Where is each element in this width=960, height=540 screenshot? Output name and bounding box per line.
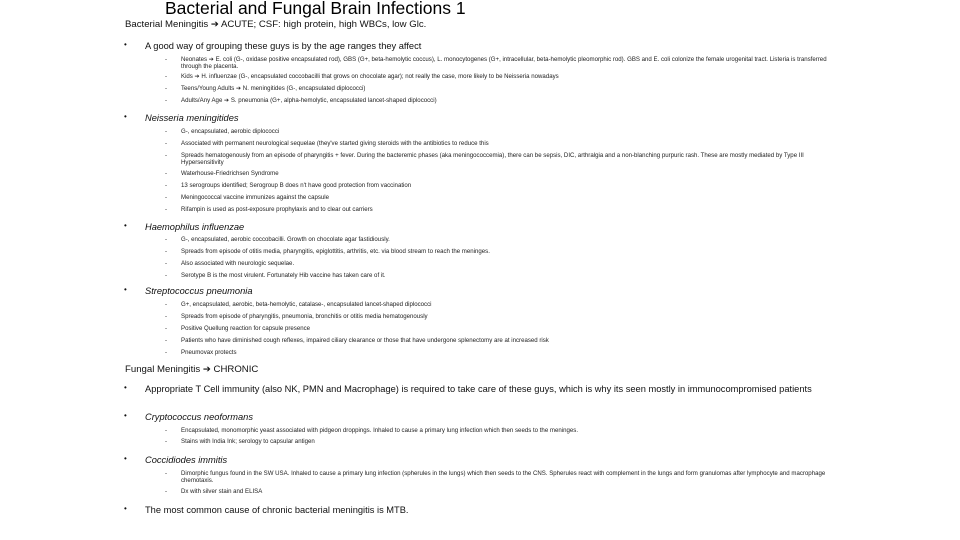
dash-icon: - xyxy=(165,206,168,213)
sub-bullet-text: Spreads hematogenously from an episode of pharyngitis + fever. During the bacteremic phases (aka meningococcemia), there can be sepsis, DIC, arthralgia and a non-blanching purpuric rash. These are mostly mediated by Type III Hypersensitivity xyxy=(181,152,804,166)
sub-bullet-text: Kids ➔ H. influenzae (G-, encapsulated coccobacilli that grows on chocolate agar); not really the case, more likely to be Neisseria nowadays xyxy=(181,73,559,80)
sub-bullet-text: Associated with permanent neurological sequelae (they've started giving steroids with the antibiotics to reduce this xyxy=(181,140,489,147)
sub-bullet-text: 13 serogroups identified; Serogroup B does n't have good protection from vaccination xyxy=(181,182,412,189)
dash-icon: - xyxy=(165,313,168,320)
dash-icon: - xyxy=(165,438,168,445)
bullet-label: The most common cause of chronic bacterial meningitis is MTB. xyxy=(145,505,409,515)
bullet-icon: • xyxy=(124,40,127,49)
bullet-icon: • xyxy=(124,504,127,513)
dash-icon: - xyxy=(165,128,168,135)
bullet-label: Coccidiodes immitis xyxy=(145,455,228,465)
sub-bullet-text: Waterhouse-Friedrichsen Syndrome xyxy=(181,170,279,177)
bullet-label: Appropriate T Cell immunity (also NK, PMN and Macrophage) is required to take care of these guys, which is why its seen mostly in immunocompromised patients xyxy=(145,384,812,394)
sub-bullet-text: G-, encapsulated, aerobic diplococci xyxy=(181,128,280,135)
dash-icon: - xyxy=(165,272,168,279)
dash-icon: - xyxy=(165,194,168,201)
sub-bullet-text: Encapsulated, monomorphic yeast associated with pidgeon droppings. Inhaled to cause a primary lung infection which then seeds to the meninges. xyxy=(181,427,579,434)
acute-heading: Bacterial Meningitis ➔ ACUTE; CSF: high protein, high WBCs, low Glc. xyxy=(125,19,427,30)
sub-bullet-text: Teens/Young Adults ➔ N. meningitides (G-, encapsulated diplococci) xyxy=(181,85,366,92)
dash-icon: - xyxy=(165,325,168,332)
dash-icon: - xyxy=(165,337,168,344)
sub-bullet-text: Neonates ➔ E. coli (G-, oxidase positive encapsulated rod), GBS (G+, beta-hemolytic coccus), L. monocytogenes (G+, intracellular, beta-hemolytic pleomorphic rod). GBS and E. coli colonize the female urogenital tract. Listeria is transferred through the placenta. xyxy=(181,56,827,70)
sub-bullet-text: Adults/Any Age ➔ S. pneumonia (G+, alpha-hemolytic, encapsulated lancet-shaped diplococci) xyxy=(181,97,437,104)
sub-bullet-text: Pneumovax protects xyxy=(181,349,237,356)
dash-icon: - xyxy=(165,152,168,159)
sub-bullet-text: Meningococcal vaccine immunizes against the capsule xyxy=(181,194,330,201)
bullet-label: A good way of grouping these guys is by the age ranges they affect xyxy=(145,41,422,51)
dash-icon: - xyxy=(165,56,168,63)
dash-icon: - xyxy=(165,260,168,267)
dash-icon: - xyxy=(165,170,168,177)
sub-bullet-text: G+, encapsulated, aerobic, beta-hemolytic, catalase-, encapsulated lancet-shaped diplococci xyxy=(181,301,432,308)
slide-title: Bacterial and Fungal Brain Infections 1 xyxy=(165,0,466,18)
bullet-icon: • xyxy=(124,112,127,121)
bullet-icon: • xyxy=(124,221,127,230)
dash-icon: - xyxy=(165,73,168,80)
sub-bullet-text: Spreads from episode of pharyngitis, pneumonia, bronchitis or otitis media hematogenously xyxy=(181,313,428,320)
dash-icon: - xyxy=(165,470,168,477)
sub-bullet-text: Spreads from episode of otitis media, pharyngitis, epiglottitis, arthritis, etc. via blood stream to reach the meninges. xyxy=(181,248,490,255)
dash-icon: - xyxy=(165,301,168,308)
dash-icon: - xyxy=(165,97,168,104)
dash-icon: - xyxy=(165,488,168,495)
dash-icon: - xyxy=(165,182,168,189)
bullet-icon: • xyxy=(124,411,127,420)
sub-bullet-text: Patients who have diminished cough reflexes, impaired ciliary clearance or those that have undergone splenectomy are at increased risk xyxy=(181,337,549,344)
bullet-label: Haemophilus influenzae xyxy=(145,222,245,232)
sub-bullet-text: Stains with India Ink; serology to capsular antigen xyxy=(181,438,315,445)
dash-icon: - xyxy=(165,85,168,92)
bullet-label: Streptococcus pneumonia xyxy=(145,286,253,296)
bullet-icon: • xyxy=(124,454,127,463)
sub-bullet-text: Positive Quellung reaction for capsule presence xyxy=(181,325,311,332)
bullet-label: Cryptococcus neoformans xyxy=(145,412,253,422)
dash-icon: - xyxy=(165,236,168,243)
bullet-icon: • xyxy=(124,285,127,294)
sub-bullet-text: Rifampin is used as post-exposure prophylaxis and to clear out carriers xyxy=(181,206,373,213)
dash-icon: - xyxy=(165,427,168,434)
sub-bullet-text: G-, encapsulated, aerobic coccobacilli. Growth on chocolate agar fastidiously. xyxy=(181,236,390,243)
dash-icon: - xyxy=(165,349,168,356)
chronic-heading: Fungal Meningitis ➔ CHRONIC xyxy=(125,364,259,375)
bullet-label: Neisseria meningitides xyxy=(145,113,239,123)
sub-bullet-text: Serotype B is the most virulent. Fortunately Hib vaccine has taken care of it. xyxy=(181,272,386,279)
sub-bullet-text: Also associated with neurologic sequelae. xyxy=(181,260,295,267)
sub-bullet-text: Dx with silver stain and ELISA xyxy=(181,488,263,495)
bullet-icon: • xyxy=(124,383,127,392)
sub-bullet-text: Dimorphic fungus found in the SW USA. Inhaled to cause a primary lung infection (spherules in the lungs) which then seeds to the CNS. Spherules react with complement in the lungs and form granulomas after lymphocyte and macrophage chemotaxis. xyxy=(181,470,826,484)
dash-icon: - xyxy=(165,140,168,147)
dash-icon: - xyxy=(165,248,168,255)
